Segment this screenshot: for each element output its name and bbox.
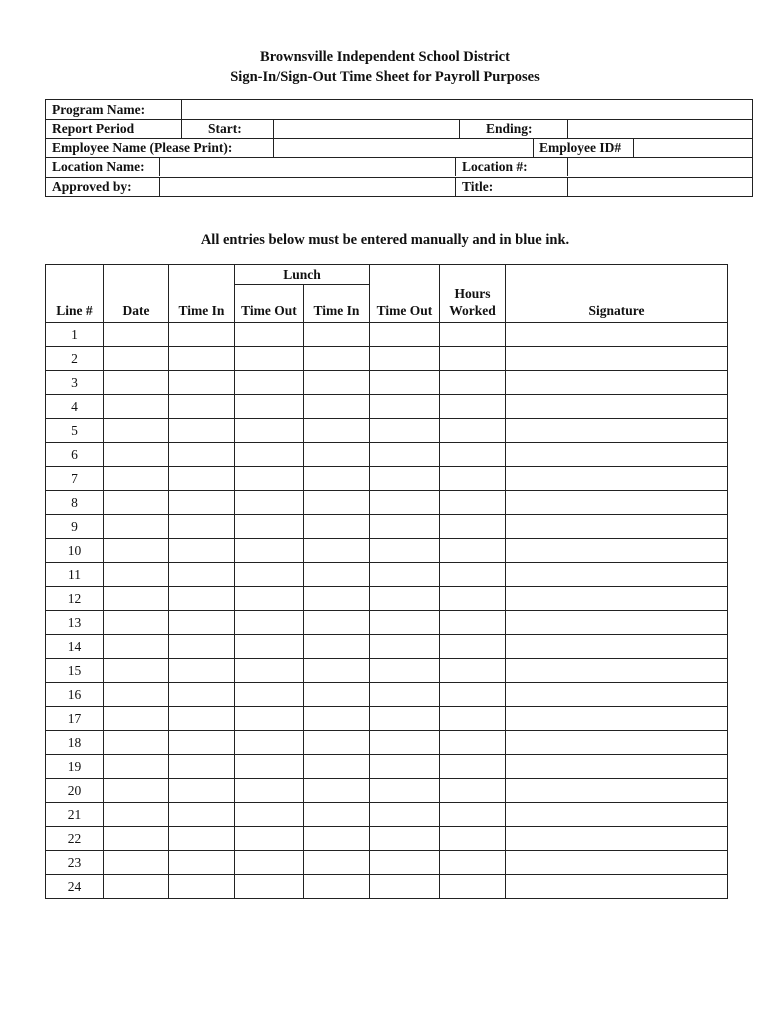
table-row <box>46 419 728 443</box>
time-out-cell[interactable] <box>370 371 440 395</box>
hours-worked-cell[interactable] <box>440 371 506 395</box>
time-out-cell[interactable] <box>370 587 440 611</box>
table-row <box>46 851 728 875</box>
hours-worked-cell[interactable] <box>440 659 506 683</box>
col-time-out: Time Out <box>370 285 440 323</box>
line-number-cell: 23 <box>46 851 104 875</box>
lunch-time-in-cell[interactable] <box>304 587 370 611</box>
lunch-time-in-cell[interactable] <box>304 803 370 827</box>
time-out-cell[interactable] <box>370 875 440 899</box>
time-out-cell[interactable] <box>370 419 440 443</box>
line-number-cell: 8 <box>46 491 104 515</box>
time-out-cell[interactable] <box>370 539 440 563</box>
time-in-cell[interactable] <box>169 587 235 611</box>
col-line-number: Line # <box>46 285 104 323</box>
employee-name-label: Employee Name (Please Print): <box>52 140 233 155</box>
approved-by-field[interactable] <box>159 177 455 196</box>
date-cell[interactable] <box>104 563 169 587</box>
lunch-time-out-cell[interactable] <box>235 371 304 395</box>
table-row <box>46 707 728 731</box>
timesheet-grid <box>45 264 727 899</box>
lunch-time-out-cell[interactable] <box>235 395 304 419</box>
time-in-cell[interactable] <box>169 515 235 539</box>
line-number-cell: 17 <box>46 707 104 731</box>
hours-worked-cell[interactable] <box>440 587 506 611</box>
line-number-cell: 21 <box>46 803 104 827</box>
report-period-label: Report Period <box>52 121 135 136</box>
hours-worked-cell[interactable] <box>440 635 506 659</box>
time-in-cell[interactable] <box>169 707 235 731</box>
signature-cell[interactable] <box>506 851 728 875</box>
hours-worked-cell[interactable] <box>440 803 506 827</box>
lunch-time-in-cell[interactable] <box>304 515 370 539</box>
hours-worked-cell[interactable] <box>440 611 506 635</box>
date-cell[interactable] <box>104 371 169 395</box>
time-out-cell[interactable] <box>370 395 440 419</box>
time-out-cell[interactable] <box>370 827 440 851</box>
lunch-time-in-cell[interactable] <box>304 419 370 443</box>
table-row <box>46 683 728 707</box>
time-out-cell[interactable] <box>370 347 440 371</box>
district-title: Brownsville Independent School District <box>260 49 510 65</box>
time-in-cell[interactable] <box>169 635 235 659</box>
signature-cell[interactable] <box>506 539 728 563</box>
table-row <box>46 611 728 635</box>
lunch-time-in-cell[interactable] <box>304 707 370 731</box>
time-out-cell[interactable] <box>370 683 440 707</box>
col-lunch-time-in: Time In <box>304 285 370 323</box>
time-in-cell[interactable] <box>169 443 235 467</box>
table-row <box>46 563 728 587</box>
lunch-time-out-cell[interactable] <box>235 635 304 659</box>
date-cell[interactable] <box>104 851 169 875</box>
date-cell[interactable] <box>104 467 169 491</box>
line-number-cell: 14 <box>46 635 104 659</box>
time-out-cell[interactable] <box>370 491 440 515</box>
table-row <box>46 803 728 827</box>
program-name-field[interactable] <box>181 100 752 119</box>
location-name-field[interactable] <box>159 157 455 176</box>
lunch-time-out-cell[interactable] <box>235 587 304 611</box>
line-number-cell: 13 <box>46 611 104 635</box>
table-row <box>46 491 728 515</box>
table-row <box>46 635 728 659</box>
signature-cell[interactable] <box>506 395 728 419</box>
employee-name-field[interactable] <box>273 138 533 157</box>
col-hours-worked <box>440 285 506 323</box>
date-cell[interactable] <box>104 515 169 539</box>
hours-worked-cell[interactable] <box>440 851 506 875</box>
line-number-cell: 7 <box>46 467 104 491</box>
lunch-time-in-cell[interactable] <box>304 611 370 635</box>
form-title: Sign-In/Sign-Out Time Sheet for Payroll Purposes <box>230 69 540 85</box>
time-in-cell[interactable] <box>169 323 235 347</box>
time-out-cell[interactable] <box>370 515 440 539</box>
line-number-cell: 9 <box>46 515 104 539</box>
lunch-time-out-cell[interactable] <box>235 491 304 515</box>
lunch-time-out-cell[interactable] <box>235 731 304 755</box>
date-cell[interactable] <box>104 779 169 803</box>
signature-cell[interactable] <box>506 779 728 803</box>
time-out-cell[interactable] <box>370 851 440 875</box>
lunch-time-out-cell[interactable] <box>235 803 304 827</box>
time-out-cell[interactable] <box>370 323 440 347</box>
time-in-cell[interactable] <box>169 611 235 635</box>
time-out-cell[interactable] <box>370 779 440 803</box>
line-number-cell: 22 <box>46 827 104 851</box>
date-cell[interactable] <box>104 419 169 443</box>
signature-cell[interactable] <box>506 563 728 587</box>
hours-worked-cell[interactable] <box>440 779 506 803</box>
time-out-cell[interactable] <box>370 659 440 683</box>
table-row <box>46 395 728 419</box>
lunch-time-in-cell[interactable] <box>304 491 370 515</box>
employee-id-field[interactable] <box>633 138 752 157</box>
hours-worked-cell[interactable] <box>440 347 506 371</box>
lunch-time-out-cell[interactable] <box>235 659 304 683</box>
col-signature: Signature <box>506 285 728 323</box>
location-name-label: Location Name: <box>52 159 145 174</box>
program-name-label: Program Name: <box>52 102 146 117</box>
signature-cell[interactable] <box>506 827 728 851</box>
title-label: Title: <box>455 177 567 196</box>
lunch-time-in-cell[interactable] <box>304 659 370 683</box>
line-number-cell: 20 <box>46 779 104 803</box>
lunch-time-in-cell[interactable] <box>304 827 370 851</box>
ending-field[interactable] <box>567 119 752 138</box>
time-in-cell[interactable] <box>169 779 235 803</box>
hours-label: Hours <box>454 286 491 301</box>
start-label: Start: <box>181 119 273 138</box>
signature-cell[interactable] <box>506 611 728 635</box>
time-out-cell[interactable] <box>370 563 440 587</box>
hours-worked-cell[interactable] <box>440 827 506 851</box>
time-in-cell[interactable] <box>169 827 235 851</box>
table-row <box>46 371 728 395</box>
ending-label: Ending: <box>459 119 567 138</box>
time-in-cell[interactable] <box>169 803 235 827</box>
lunch-time-in-cell[interactable] <box>304 875 370 899</box>
table-row <box>46 443 728 467</box>
lunch-time-out-cell[interactable] <box>235 851 304 875</box>
hours-worked-cell[interactable] <box>440 707 506 731</box>
signature-cell[interactable] <box>506 515 728 539</box>
time-in-cell[interactable] <box>169 875 235 899</box>
lunch-time-out-cell[interactable] <box>235 779 304 803</box>
location-number-label: Location #: <box>455 157 567 176</box>
hours-worked-cell[interactable] <box>440 323 506 347</box>
line-number-cell: 18 <box>46 731 104 755</box>
table-row <box>46 779 728 803</box>
table-row <box>46 755 728 779</box>
signature-cell[interactable] <box>506 491 728 515</box>
line-number-cell: 6 <box>46 443 104 467</box>
signature-cell[interactable] <box>506 755 728 779</box>
approved-by-label: Approved by: <box>52 179 132 194</box>
lunch-time-out-cell[interactable] <box>235 683 304 707</box>
time-in-cell[interactable] <box>169 347 235 371</box>
line-number-cell: 10 <box>46 539 104 563</box>
table-row <box>46 539 728 563</box>
signature-cell[interactable] <box>506 419 728 443</box>
date-cell[interactable] <box>104 323 169 347</box>
col-lunch-time-out: Time Out <box>235 285 304 323</box>
signature-cell[interactable] <box>506 875 728 899</box>
lunch-time-in-cell[interactable] <box>304 443 370 467</box>
lunch-time-out-cell[interactable] <box>235 419 304 443</box>
lunch-time-in-cell[interactable] <box>304 323 370 347</box>
line-number-cell: 12 <box>46 587 104 611</box>
time-in-cell[interactable] <box>169 371 235 395</box>
time-in-cell[interactable] <box>169 755 235 779</box>
line-number-cell: 2 <box>46 347 104 371</box>
date-cell[interactable] <box>104 491 169 515</box>
date-cell[interactable] <box>104 803 169 827</box>
time-in-cell[interactable] <box>169 539 235 563</box>
lunch-time-in-cell[interactable] <box>304 539 370 563</box>
date-cell[interactable] <box>104 755 169 779</box>
lunch-time-out-cell[interactable] <box>235 875 304 899</box>
line-number-cell: 5 <box>46 419 104 443</box>
lunch-time-out-cell[interactable] <box>235 467 304 491</box>
hours-worked-cell[interactable] <box>440 491 506 515</box>
time-in-cell[interactable] <box>169 395 235 419</box>
table-row <box>46 659 728 683</box>
lunch-time-in-cell[interactable] <box>304 731 370 755</box>
time-out-cell[interactable] <box>370 755 440 779</box>
lunch-time-in-cell[interactable] <box>304 563 370 587</box>
date-cell[interactable] <box>104 443 169 467</box>
time-in-cell[interactable] <box>169 419 235 443</box>
col-date: Date <box>104 285 169 323</box>
time-out-cell[interactable] <box>370 803 440 827</box>
signature-cell[interactable] <box>506 371 728 395</box>
lunch-time-out-cell[interactable] <box>235 755 304 779</box>
time-in-cell[interactable] <box>169 851 235 875</box>
date-cell[interactable] <box>104 347 169 371</box>
hours-worked-cell[interactable] <box>440 395 506 419</box>
date-cell[interactable] <box>104 539 169 563</box>
line-number-cell: 24 <box>46 875 104 899</box>
table-row <box>46 347 728 371</box>
line-number-cell: 19 <box>46 755 104 779</box>
lunch-time-out-cell[interactable] <box>235 563 304 587</box>
lunch-time-out-cell[interactable] <box>235 539 304 563</box>
time-in-cell[interactable] <box>169 731 235 755</box>
table-row <box>46 587 728 611</box>
table-row <box>46 827 728 851</box>
date-cell[interactable] <box>104 611 169 635</box>
lunch-time-in-cell[interactable] <box>304 635 370 659</box>
lunch-time-in-cell[interactable] <box>304 779 370 803</box>
hours-worked-cell[interactable] <box>440 419 506 443</box>
lunch-time-out-cell[interactable] <box>235 515 304 539</box>
signature-cell[interactable] <box>506 659 728 683</box>
lunch-time-in-cell[interactable] <box>304 683 370 707</box>
hours-worked-cell[interactable] <box>440 515 506 539</box>
table-row <box>46 323 728 347</box>
hours-worked-cell[interactable] <box>440 755 506 779</box>
line-number-cell: 15 <box>46 659 104 683</box>
lunch-time-out-cell[interactable] <box>235 323 304 347</box>
time-in-cell[interactable] <box>169 491 235 515</box>
time-in-cell[interactable] <box>169 683 235 707</box>
time-in-cell[interactable] <box>169 659 235 683</box>
start-field[interactable] <box>273 119 459 138</box>
date-cell[interactable] <box>104 683 169 707</box>
date-cell[interactable] <box>104 635 169 659</box>
lunch-time-out-cell[interactable] <box>235 611 304 635</box>
signature-cell[interactable] <box>506 731 728 755</box>
lunch-time-out-cell[interactable] <box>235 347 304 371</box>
date-cell[interactable] <box>104 395 169 419</box>
signature-cell[interactable] <box>506 803 728 827</box>
line-number-cell: 16 <box>46 683 104 707</box>
worked-label: Worked <box>449 303 496 318</box>
lunch-time-in-cell[interactable] <box>304 371 370 395</box>
signature-cell[interactable] <box>506 347 728 371</box>
table-row <box>46 467 728 491</box>
table-row <box>46 515 728 539</box>
table-row <box>46 731 728 755</box>
time-in-cell[interactable] <box>169 467 235 491</box>
date-cell[interactable] <box>104 731 169 755</box>
hours-worked-cell[interactable] <box>440 443 506 467</box>
info-box <box>45 99 753 197</box>
line-number-cell: 4 <box>46 395 104 419</box>
signature-cell[interactable] <box>506 443 728 467</box>
hours-worked-cell[interactable] <box>440 539 506 563</box>
table-row <box>46 875 728 899</box>
signature-cell[interactable] <box>506 683 728 707</box>
lunch-time-in-cell[interactable] <box>304 347 370 371</box>
line-number-cell: 3 <box>46 371 104 395</box>
lunch-time-out-cell[interactable] <box>235 827 304 851</box>
instruction-text: All entries below must be entered manually and in blue ink. <box>200 232 570 248</box>
date-cell[interactable] <box>104 707 169 731</box>
hours-worked-cell[interactable] <box>440 875 506 899</box>
signature-cell[interactable] <box>506 635 728 659</box>
lunch-time-out-cell[interactable] <box>235 443 304 467</box>
time-out-cell[interactable] <box>370 467 440 491</box>
lunch-time-in-cell[interactable] <box>304 467 370 491</box>
date-cell[interactable] <box>104 875 169 899</box>
hours-worked-cell[interactable] <box>440 563 506 587</box>
line-number-cell: 1 <box>46 323 104 347</box>
time-in-cell[interactable] <box>169 563 235 587</box>
date-cell[interactable] <box>104 827 169 851</box>
lunch-time-in-cell[interactable] <box>304 755 370 779</box>
col-time-in: Time In <box>169 285 235 323</box>
time-out-cell[interactable] <box>370 611 440 635</box>
date-cell[interactable] <box>104 659 169 683</box>
time-out-cell[interactable] <box>370 443 440 467</box>
time-out-cell[interactable] <box>370 707 440 731</box>
lunch-time-in-cell[interactable] <box>304 395 370 419</box>
time-out-cell[interactable] <box>370 635 440 659</box>
signature-cell[interactable] <box>506 323 728 347</box>
lunch-time-in-cell[interactable] <box>304 851 370 875</box>
lunch-header: Lunch <box>235 265 370 285</box>
line-number-cell: 11 <box>46 563 104 587</box>
signature-cell[interactable] <box>506 587 728 611</box>
hours-worked-cell[interactable] <box>440 731 506 755</box>
hours-worked-cell[interactable] <box>440 467 506 491</box>
lunch-time-out-cell[interactable] <box>235 707 304 731</box>
location-number-field[interactable] <box>567 157 752 176</box>
time-out-cell[interactable] <box>370 731 440 755</box>
signature-cell[interactable] <box>506 707 728 731</box>
title-field[interactable] <box>567 177 752 196</box>
hours-worked-cell[interactable] <box>440 683 506 707</box>
employee-id-label: Employee ID# <box>533 138 633 157</box>
signature-cell[interactable] <box>506 467 728 491</box>
date-cell[interactable] <box>104 587 169 611</box>
